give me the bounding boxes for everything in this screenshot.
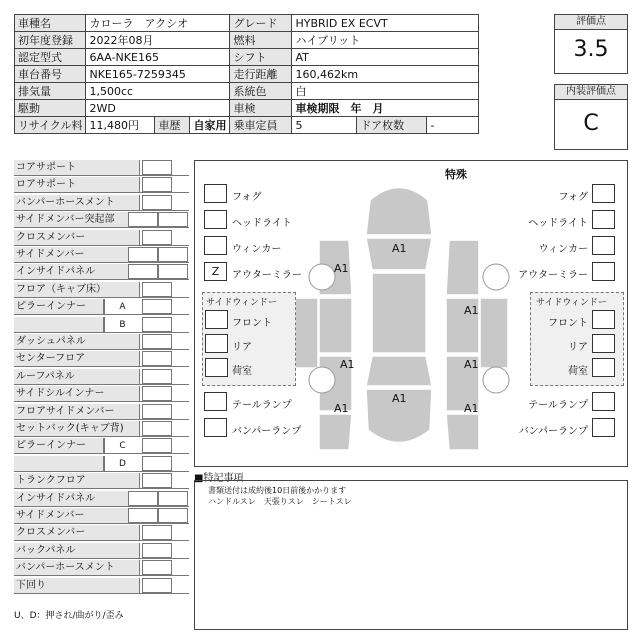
side-window-left-box[interactable] bbox=[205, 310, 228, 329]
frame-part-mark-extra[interactable] bbox=[158, 264, 188, 279]
left-check-label: フォグ bbox=[232, 192, 262, 203]
side-window-left-label: リア bbox=[232, 342, 252, 353]
left-rear-fender bbox=[319, 414, 352, 450]
frame-part-sub: B bbox=[104, 317, 140, 333]
frame-part-mark[interactable] bbox=[142, 421, 172, 436]
info-label: 初年度登録 bbox=[15, 32, 86, 49]
frame-part-label: ピラーインナー bbox=[14, 438, 104, 453]
grade-value: 3.5 bbox=[573, 37, 609, 62]
info-value: ハイブリット bbox=[292, 32, 479, 49]
info-value: 160,462km bbox=[292, 66, 479, 83]
info-value: NKE165-7259345 bbox=[86, 66, 230, 83]
frame-part-label: インサイドパネル bbox=[14, 264, 140, 279]
frame-part-mark-extra[interactable] bbox=[158, 212, 188, 227]
info-value: - bbox=[427, 117, 479, 134]
side-window-left-box[interactable] bbox=[205, 358, 228, 377]
frame-part-label: ルーフパネル bbox=[14, 369, 140, 384]
vehicle-info-table bbox=[14, 14, 479, 134]
right-check-box[interactable] bbox=[592, 236, 615, 255]
left-check-label: ヘッドライト bbox=[232, 218, 292, 229]
side-window-left-title: サイドウィンドー bbox=[206, 298, 277, 308]
damage-mark-left-fender: A1 bbox=[334, 262, 349, 275]
lower-left-check-label: テールランプ bbox=[232, 400, 292, 411]
grade-box bbox=[554, 14, 628, 74]
frame-part-sub: A bbox=[104, 299, 140, 315]
info-value: 車検期限 年 月 bbox=[292, 100, 479, 117]
left-check-label: ウィンカー bbox=[232, 244, 282, 255]
side-window-right-box[interactable] bbox=[592, 310, 615, 329]
lower-right-check-label: テールランプ bbox=[528, 400, 588, 411]
interior-grade-box bbox=[554, 84, 628, 150]
frame-part-label: サイドメンバー bbox=[14, 247, 140, 262]
side-window-right-label: 荷室 bbox=[568, 366, 588, 377]
damage-mark-left-rear-door: A1 bbox=[340, 358, 355, 371]
frame-part-mark[interactable] bbox=[142, 177, 172, 192]
info-row bbox=[15, 32, 479, 49]
info-value: 自家用 bbox=[190, 117, 230, 134]
frame-part-label bbox=[14, 456, 104, 471]
diagram-title: 特殊 bbox=[445, 168, 467, 181]
frame-part-mark[interactable] bbox=[128, 212, 158, 227]
lower-left-check-box[interactable] bbox=[204, 418, 227, 437]
remarks-title: ■特記事項 bbox=[194, 473, 244, 484]
frame-part-label: 下回り bbox=[14, 578, 140, 593]
frame-part-label: サイドメンバー突起部 bbox=[14, 212, 140, 227]
frame-part-mark[interactable] bbox=[142, 334, 172, 349]
info-label: 燃料 bbox=[230, 32, 292, 49]
frame-part-mark[interactable] bbox=[142, 230, 172, 245]
frame-part-mark-extra[interactable] bbox=[158, 491, 188, 506]
info-value: 6AA-NKE165 bbox=[86, 49, 230, 66]
damage-mark-right-door: A1 bbox=[464, 304, 479, 317]
lower-right-check-box[interactable] bbox=[592, 392, 615, 411]
info-value: 2022年08月 bbox=[86, 32, 230, 49]
info-row bbox=[15, 83, 479, 100]
frame-part-mark-extra[interactable] bbox=[158, 508, 188, 523]
interior-grade-label: 内装評価点 bbox=[555, 85, 627, 100]
frame-part-label: ピラーインナー bbox=[14, 299, 104, 314]
frame-part-mark-extra[interactable] bbox=[158, 247, 188, 262]
frame-part-label: トランクフロア bbox=[14, 473, 140, 488]
right-check-box[interactable] bbox=[592, 210, 615, 229]
side-window-right-title: サイドウィンドー bbox=[536, 298, 607, 308]
frame-part-mark[interactable] bbox=[142, 473, 172, 488]
car-hood bbox=[366, 188, 432, 236]
frame-part-mark[interactable] bbox=[142, 404, 172, 419]
info-label: ドア枚数 bbox=[357, 117, 427, 134]
frame-part-mark[interactable] bbox=[142, 369, 172, 384]
left-check-box[interactable] bbox=[204, 210, 227, 229]
side-window-left-label: フロント bbox=[232, 318, 272, 329]
right-check-box[interactable] bbox=[592, 262, 615, 281]
right-check-label: ウィンカー bbox=[538, 244, 588, 255]
frame-part-label bbox=[14, 317, 104, 332]
frame-part-mark[interactable] bbox=[142, 578, 172, 593]
left-front-wheel bbox=[309, 264, 335, 290]
info-label: 車台番号 bbox=[15, 66, 86, 83]
frame-part-label: クロスメンバー bbox=[14, 525, 140, 540]
info-value: 白 bbox=[292, 83, 479, 100]
frame-part-mark[interactable] bbox=[142, 560, 172, 575]
left-rear-wheel bbox=[309, 367, 335, 393]
info-label: 系統色 bbox=[230, 83, 292, 100]
lower-left-check-box[interactable] bbox=[204, 392, 227, 411]
info-row bbox=[15, 66, 479, 83]
info-label: 車種名 bbox=[15, 15, 86, 32]
frame-part-label: インサイドパネル bbox=[14, 491, 140, 506]
info-value: AT bbox=[292, 49, 479, 66]
frame-part-label: サイドシルインナー bbox=[14, 386, 140, 401]
info-value: 2WD bbox=[86, 100, 230, 117]
remarks-line-2: ハンドルスレ 天張りスレ シートスレ bbox=[208, 497, 352, 506]
frame-part-label: バンパーホースメント bbox=[14, 560, 140, 575]
frame-part-label: フロアサイドメンバー bbox=[14, 404, 140, 419]
info-label: 車検 bbox=[230, 100, 292, 117]
info-row bbox=[15, 117, 479, 134]
frame-part-label: ロアサポート bbox=[14, 177, 140, 192]
info-label: リサイクル料 bbox=[15, 117, 86, 134]
left-check-box[interactable] bbox=[204, 184, 227, 203]
frame-part-label: サイドメンバー bbox=[14, 508, 140, 523]
damage-mark-trunk: A1 bbox=[392, 392, 407, 405]
left-check-box[interactable]: Z bbox=[204, 262, 227, 281]
frame-part-mark[interactable] bbox=[142, 282, 172, 297]
side-window-right-box[interactable] bbox=[592, 334, 615, 353]
interior-grade-value: C bbox=[583, 111, 599, 136]
frame-part-mark[interactable] bbox=[142, 299, 172, 314]
lower-right-check-label: バンパーランプ bbox=[518, 426, 588, 437]
info-value: 1,500cc bbox=[86, 83, 230, 100]
right-check-label: フォグ bbox=[558, 192, 588, 203]
frame-part-label: ダッシュパネル bbox=[14, 334, 140, 349]
remarks-line-1: 書類送付は成約後10日前後かかります bbox=[208, 486, 347, 495]
side-window-right-box[interactable] bbox=[592, 358, 615, 377]
right-rear-fender bbox=[446, 414, 479, 450]
frame-part-mark[interactable] bbox=[142, 160, 172, 175]
frame-part-label: バンパーホースメント bbox=[14, 195, 140, 210]
frame-part-label: バックパネル bbox=[14, 543, 140, 558]
info-value: カローラ アクシオ bbox=[86, 15, 230, 32]
frame-part-mark[interactable] bbox=[128, 264, 158, 279]
right-bumper-side bbox=[480, 298, 508, 368]
side-window-left-box[interactable] bbox=[205, 334, 228, 353]
frame-part-mark[interactable] bbox=[128, 491, 158, 506]
right-check-label: ヘッドライト bbox=[528, 218, 588, 229]
frame-part-label: クロスメンバー bbox=[14, 230, 140, 245]
frame-part-label: コアサポート bbox=[14, 160, 140, 175]
side-window-left-label: 荷室 bbox=[232, 366, 252, 377]
info-value: 11,480円 bbox=[86, 117, 155, 134]
info-label: 走行距離 bbox=[230, 66, 292, 83]
info-value: 5 bbox=[292, 117, 357, 134]
frame-part-mark[interactable] bbox=[142, 438, 172, 453]
side-window-right-label: リア bbox=[568, 342, 588, 353]
right-check-label: アウターミラー bbox=[518, 270, 588, 281]
right-rear-wheel bbox=[483, 367, 509, 393]
frame-footnote: U、D：押され/曲がり/歪み bbox=[14, 611, 124, 621]
frame-part-sub: D bbox=[104, 456, 140, 472]
damage-mark-left-rear: A1 bbox=[334, 402, 349, 415]
right-front-wheel bbox=[483, 264, 509, 290]
damage-mark-right-rear: A1 bbox=[464, 402, 479, 415]
frame-part-mark[interactable] bbox=[142, 351, 172, 366]
info-label: グレード bbox=[230, 15, 292, 32]
car-rear-glass bbox=[366, 356, 432, 386]
side-window-right-label: フロント bbox=[548, 318, 588, 329]
info-label: 乗車定員 bbox=[230, 117, 292, 134]
grade-label: 評価点 bbox=[555, 15, 627, 30]
lower-right-check-box[interactable] bbox=[592, 418, 615, 437]
frame-part-mark[interactable] bbox=[142, 317, 172, 332]
damage-mark-right-rear-door: A1 bbox=[464, 358, 479, 371]
frame-part-mark[interactable] bbox=[142, 525, 172, 540]
lower-left-check-label: バンパーランプ bbox=[232, 426, 302, 437]
frame-part-sub: C bbox=[104, 438, 140, 454]
frame-part-mark[interactable] bbox=[128, 247, 158, 262]
info-row bbox=[15, 15, 479, 32]
info-label: シフト bbox=[230, 49, 292, 66]
damage-mark-hood: A1 bbox=[392, 242, 407, 255]
info-row bbox=[15, 49, 479, 66]
frame-part-mark[interactable] bbox=[142, 543, 172, 558]
frame-part-label: センターフロア bbox=[14, 351, 140, 366]
frame-part-mark[interactable] bbox=[128, 508, 158, 523]
frame-part-label: フロア（キャブ床） bbox=[14, 282, 140, 297]
info-row bbox=[15, 100, 479, 117]
frame-part-mark[interactable] bbox=[142, 195, 172, 210]
info-value: HYBRID EX ECVT bbox=[292, 15, 479, 32]
frame-part-mark[interactable] bbox=[142, 456, 172, 471]
left-check-box[interactable] bbox=[204, 236, 227, 255]
right-check-box[interactable] bbox=[592, 184, 615, 203]
left-check-label: アウターミラー bbox=[232, 270, 302, 281]
info-label: 駆動 bbox=[15, 100, 86, 117]
frame-part-label: セットバック(キャブ背) bbox=[14, 421, 140, 436]
info-label: 認定型式 bbox=[15, 49, 86, 66]
left-front-door bbox=[319, 298, 352, 353]
car-roof bbox=[372, 273, 426, 353]
right-front-fender bbox=[446, 240, 479, 295]
info-label: 排気量 bbox=[15, 83, 86, 100]
info-label: 車歴 bbox=[155, 117, 190, 134]
frame-part-mark[interactable] bbox=[142, 386, 172, 401]
